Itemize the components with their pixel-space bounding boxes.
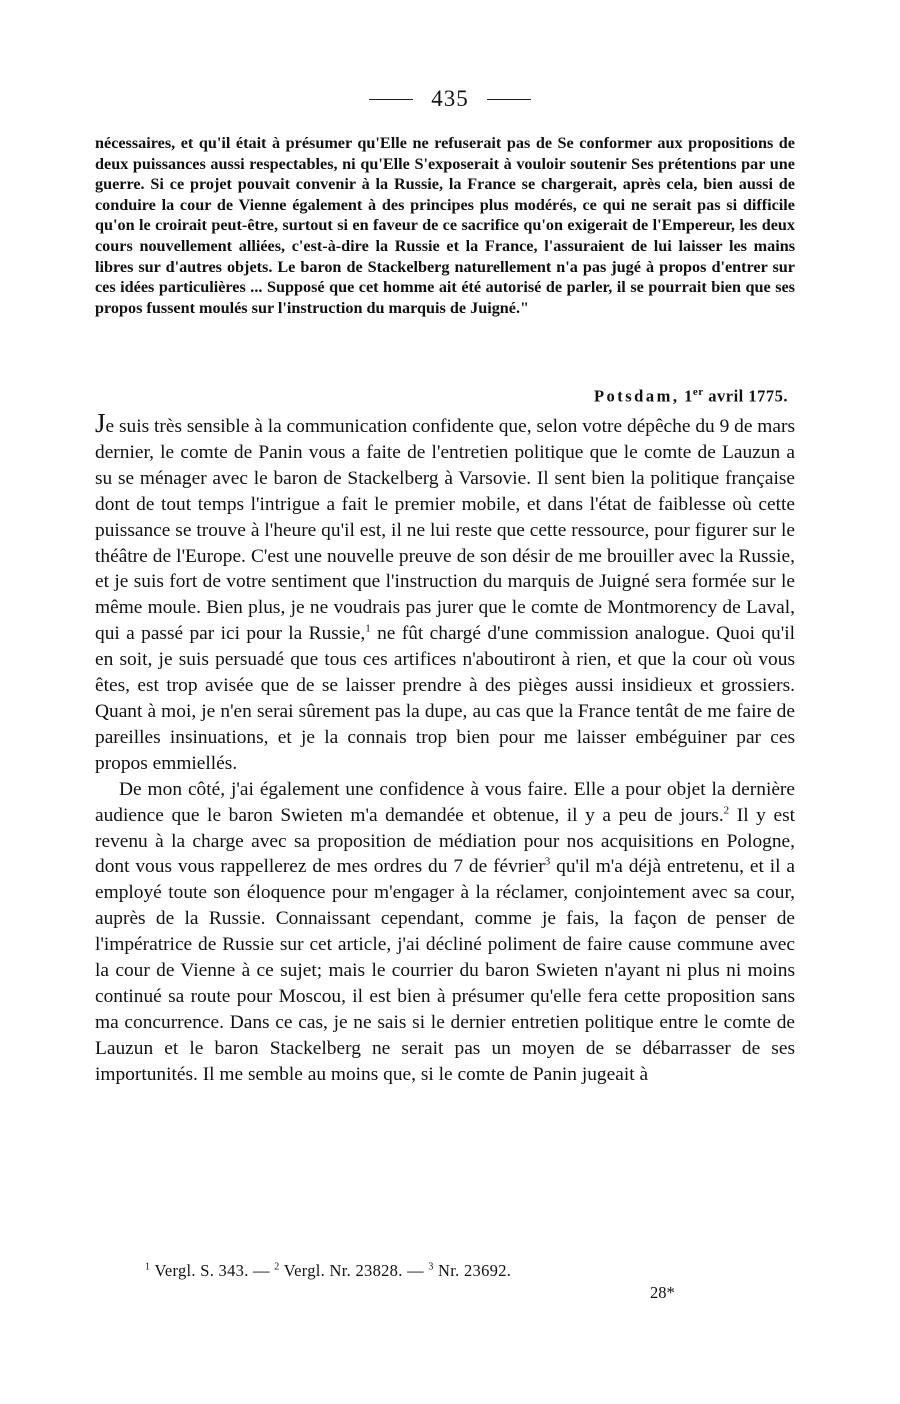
footnote-ref-3: 3	[544, 855, 551, 868]
footnote-marker-1: 1	[145, 1261, 151, 1273]
footnote-ref-2: 2	[723, 804, 730, 817]
paragraph-2-text-a: De mon côté, j'ai également une confidence à vous faire. Elle a pour objet la dernière audience que le baron Swieten m'a demandée et obtenue, il y a peu de jours.	[95, 778, 795, 826]
paragraph-2-text-b: Il y est revenu à la charge avec sa proposition de médiation pour nos acquisitions en Pologne, dont vous vous rappellerez de mes ordres du 7 de février	[95, 804, 795, 878]
letter-body	[95, 408, 795, 1088]
sheet-signature: 28*	[650, 1283, 675, 1302]
dateline-day: 1	[684, 386, 693, 406]
page-number: 435	[431, 86, 469, 111]
footnote-marker-2: 2	[274, 1261, 280, 1273]
quoted-report: nécessaires, et qu'il était à présumer qu'Elle ne refuserait pas de Se conformer aux propositions de deux puissances aussi respectables, ni qu'Elle S'exposerait à vouloir soutenir Ses prétentions par une guerre. Si ce projet pouvait convenir à la Russie, la France se chargerait, après cela, bien aussi de conduire la cour de Vienne également à des principes plus modérés, ce qui ne serait pas si difficile qu'on le croirait peut-être, surtout si en faveur de ce sacrifice qu'on exigerait de l'Empereur, les deux cours nouvellement alliées, c'est-à-dire la Russie et la France, l'assuraient de lui laisser les mains libres sur d'autres objets. Le baron de Stackelberg naturellement n'a pas jugé à propos d'entrer sur ces idées particulières ... Supposé que cet homme ait été autorisé de parler, il se pourrait bien que ses propos fussent moulés sur l'instruction du marquis de Juigné."	[95, 134, 795, 317]
footnote-ref-1: 1	[365, 622, 371, 635]
footnote-text-1: Vergl. S. 343. —	[150, 1261, 275, 1280]
dateline-date: avril 1775.	[708, 386, 788, 406]
paragraph-2	[95, 777, 795, 1088]
paragraph-1-text-b: ne fût chargé d'une commission analogue. Quoi qu'il en soit, je suis persuadé que tous ces artifices n'aboutiront à rien, et que la cour où vous êtes, est trop avisée que de se laisser prendre à des pièges aussi insidieux et grossiers. Quant à moi, je n'en serai sûrement pas la dupe, au cas que la France tentât de me faire de pareilles insinuations, et je la connais trop bien pour me laisser embéguiner par ces propos emmiellés.	[95, 623, 795, 774]
footnote-text-2: Vergl. Nr. 23828. —	[279, 1261, 429, 1280]
dateline	[594, 386, 788, 407]
page-header	[0, 86, 900, 112]
dateline-place: Potsdam,	[593, 386, 680, 406]
paragraph-1	[95, 408, 795, 777]
initial-letter: J	[95, 408, 106, 438]
paragraph-1-text-a: e suis très sensible à la communication confidente que, selon votre dépêche du 9 de mars dernier, le comte de Panin vous a faite de l'entretien politique que le comte de Lauzun a su se ménager avec le baron de Stackelberg à Varsovie. Il sent bien la politique française dont de tout temps l'intrigue a fait le premier mobile, et dans l'état de faiblesse où cette puissance se trouve à l'heure qu'il est, il ne lui reste que cette ressource, pour figurer sur le théâtre de l'Europe. C'est une nouvelle preuve de son désir de me brouiller avec la Russie, et je suis fort de votre sentiment que l'instruction du marquis de Juigné sera formée sur le même moule. Bien plus, je ne voudrais pas jurer que le comte de Montmorency de Laval, qui a passé par ici pour la Russie,	[95, 416, 795, 645]
footnote-text-3: Nr. 23692.	[433, 1261, 512, 1280]
paragraph-2-text-c: qu'il m'a déjà entretenu, et il a employé toute son éloquence pour m'engager à la réclamer, conjointement avec sa cour, auprès de la Russie. Connaissant cependant, comme je fais, la façon de penser de l'impératrice de Russie sur cet article, j'ai décliné poliment de faire cause commune avec la cour de Vienne à ce sujet; mais le courrier du baron Swieten n'ayant ni plus ni moins continué sa route pour Moscou, il est bien à présumer qu'elle fera cette proposition sans ma concurrence. Dans ce cas, je ne sais si le dernier entretien politique entre le comte de Lauzun et le baron Stackelberg ne serait pas un moyen de se débarrasser de ses importunités. Il me semble au moins que, si le comte de Panin jugeait à	[95, 856, 795, 1085]
footnotes	[145, 1261, 511, 1281]
dateline-day-suffix: er	[692, 386, 704, 398]
footnote-marker-3: 3	[428, 1261, 434, 1273]
header-rule-left	[369, 99, 413, 100]
header-rule-right	[487, 99, 531, 100]
